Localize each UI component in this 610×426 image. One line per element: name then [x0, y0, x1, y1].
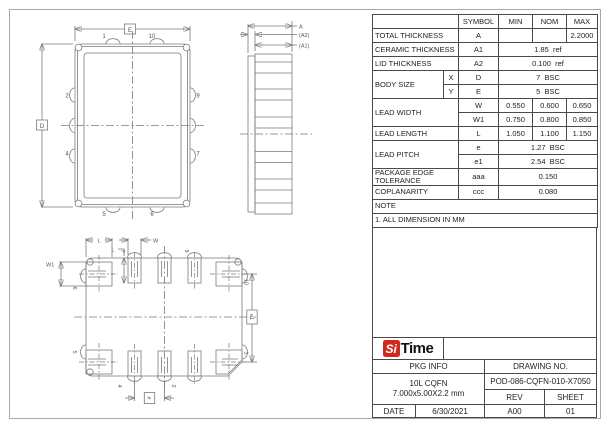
row-min: 0.750	[499, 113, 533, 127]
row-symbol: ccc	[459, 185, 499, 199]
sheet-value: 01	[545, 405, 596, 417]
pin-label-7-bottom: 7	[119, 249, 125, 253]
dimension-table	[372, 14, 598, 228]
row-symbol: A	[459, 29, 499, 43]
lead-bands	[255, 62, 292, 203]
dim-l-label: L	[97, 238, 101, 245]
drawing-no-header: DRAWING NO.	[485, 360, 596, 373]
dim-a-label: A	[299, 24, 303, 31]
logo-cell	[373, 338, 443, 359]
row-value: 1.85 ref	[499, 43, 598, 57]
table-row	[373, 43, 598, 57]
row-symbol: W1	[459, 113, 499, 127]
row-symbol: L	[459, 127, 499, 141]
row-label: CERAMIC THICKNESS	[373, 43, 459, 57]
pin-label-4-bottom: 4	[116, 384, 122, 388]
header-empty	[373, 15, 459, 29]
pin-label-9-bottom: 9	[183, 249, 189, 253]
row-nom: 1.100	[533, 127, 567, 141]
pin-label-7: 7	[196, 151, 200, 158]
table-row	[373, 99, 598, 113]
row-max: 2.2000	[567, 29, 598, 43]
package-name-line2: 7.000x5.00X2.2 mm	[392, 389, 465, 398]
row-axis: X	[444, 71, 459, 85]
pin-label-10: 10	[148, 34, 156, 40]
dim-w-label: W	[153, 238, 159, 245]
row-max: 1.150	[567, 127, 598, 141]
table-row	[373, 141, 598, 155]
header-max: MAX	[567, 15, 598, 29]
pin-label-9: 9	[196, 93, 200, 100]
row-min	[499, 29, 533, 43]
row-label: PACKAGE EDGE TOLERANCE	[373, 169, 459, 186]
pin-label-5-bottom: 5	[71, 350, 77, 354]
pin-label-1-bottom: 1	[242, 351, 249, 355]
row-label: LEAD WIDTH	[373, 99, 459, 127]
pin-label-10-bottom: 10	[242, 278, 249, 286]
table-row	[373, 57, 598, 71]
row-value: 7 BSC	[499, 71, 598, 85]
row-label: LID THICKNESS	[373, 57, 459, 71]
corner-pads	[86, 262, 242, 374]
sitime-logo	[383, 340, 434, 357]
pin-label-6-bottom: 6	[71, 286, 77, 290]
top-view	[37, 24, 205, 220]
note-text: 1. ALL DIMENSION IN MM	[373, 213, 598, 227]
rev-value: A00	[485, 405, 544, 417]
row-max: 0.650	[567, 99, 598, 113]
rev-header: REV	[485, 390, 544, 404]
row-value: 0.150	[499, 169, 598, 186]
logo-time-text: Time	[400, 340, 434, 357]
table-header-row	[373, 15, 598, 29]
note-header-row	[373, 199, 598, 213]
row-symbol: aaa	[459, 169, 499, 186]
table-row	[373, 127, 598, 141]
table-row	[373, 169, 598, 186]
package-drawing	[10, 10, 372, 418]
table-row	[373, 185, 598, 199]
package-name	[373, 374, 484, 404]
row-nom	[533, 29, 567, 43]
datum-e-label: E	[127, 27, 133, 34]
bottom-view	[46, 238, 257, 404]
sheet-header: SHEET	[545, 390, 596, 404]
row-axis: Y	[444, 85, 459, 99]
datum-d-label: D	[39, 123, 45, 130]
date-value: 6/30/2021	[416, 405, 484, 417]
table-row	[373, 29, 598, 43]
dim-a2-label: (A2)	[299, 32, 310, 39]
row-value: 0.080	[499, 185, 598, 199]
row-label: BODY SIZE	[373, 71, 444, 99]
side-view	[240, 21, 312, 214]
blank-panel	[372, 228, 597, 337]
package-name-line1: 10L CQFN	[409, 378, 448, 388]
logo-si-mark: Si	[383, 340, 400, 357]
row-value: 1.27 BSC	[499, 141, 598, 155]
logo-row-blank	[444, 338, 596, 359]
note-label: NOTE	[373, 199, 598, 213]
row-min: 0.550	[499, 99, 533, 113]
title-block	[372, 337, 597, 418]
row-value: 5 BSC	[499, 85, 598, 99]
row-symbol: e1	[459, 155, 499, 169]
row-value: 0.100 ref	[499, 57, 598, 71]
pin-label-1: 1	[102, 34, 106, 40]
pin-label-6: 6	[150, 212, 154, 218]
row-nom: 0.800	[533, 113, 567, 127]
row-symbol: A2	[459, 57, 499, 71]
row-symbol: e	[459, 141, 499, 155]
header-min: MIN	[499, 15, 533, 29]
right-column	[372, 14, 597, 418]
dim-l2-label: L	[111, 247, 115, 254]
date-header: DATE	[373, 405, 415, 417]
dim-w1-label: W1	[46, 262, 55, 269]
pin-label-4: 4	[65, 151, 69, 158]
row-min: 1.050	[499, 127, 533, 141]
datum-e-pitch-label: e	[145, 396, 152, 400]
row-symbol: W	[459, 99, 499, 113]
drawing-number: POD-086-CQFN-010-X7050	[485, 374, 596, 389]
header-symbol: SYMBOL	[459, 15, 499, 29]
datum-e1-label: e1	[248, 313, 254, 321]
row-label: COPLANARITY	[373, 185, 459, 199]
note-row	[373, 213, 598, 227]
row-value: 2.54 BSC	[499, 155, 598, 169]
row-label: LEAD PITCH	[373, 141, 459, 169]
pin-label-2-bottom: 2	[170, 384, 176, 388]
row-label: LEAD LENGTH	[373, 127, 459, 141]
row-symbol: D	[459, 71, 499, 85]
row-symbol: A1	[459, 43, 499, 57]
header-nom: NOM	[533, 15, 567, 29]
row-max: 0.850	[567, 113, 598, 127]
table-row	[373, 71, 598, 85]
dim-a1-label: (A1)	[299, 43, 310, 50]
pin-label-5: 5	[102, 212, 106, 218]
row-label: TOTAL THICKNESS	[373, 29, 459, 43]
pin-label-2: 2	[65, 93, 69, 100]
row-nom: 0.600	[533, 99, 567, 113]
pkg-info-header: PKG INFO	[373, 360, 484, 373]
row-symbol: E	[459, 85, 499, 99]
